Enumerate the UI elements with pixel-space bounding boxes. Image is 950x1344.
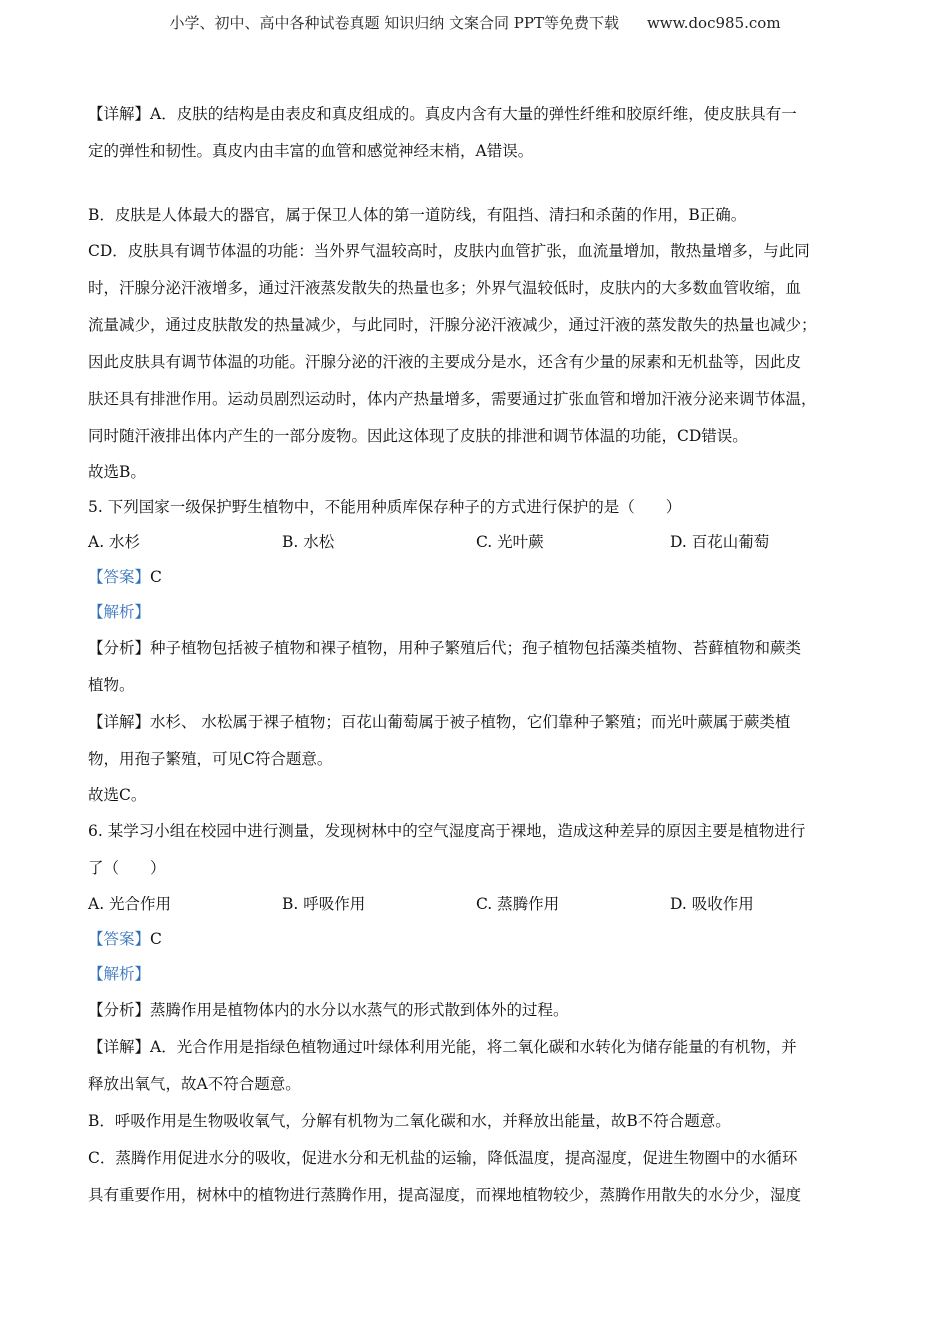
q6-analysis-heading: [88, 957, 864, 992]
q5-option-d: D. 百花山葡萄: [670, 533, 770, 551]
q5-analysis-line1: 【分析】种子植物包括被子植物和裸子植物，用种子繁殖后代；孢子植物包括藻类植物、苔藓植物和蕨类: [88, 639, 802, 657]
q5-option-a: A. 水杉: [88, 533, 141, 551]
q5-conclusion: 故选C。: [88, 786, 147, 804]
q6-analysis: 【分析】蒸腾作用是植物体内的水分以水蒸气的形式散到体外的过程。: [88, 1001, 569, 1019]
q5-detail-line2: 物，用孢子繁殖，可见C符合题意。: [88, 750, 333, 768]
q6-question-line2: 了（ ）: [88, 859, 166, 877]
q4-detail-cd-line: 同时随汗液排出体内产生的一部分废物。因此这体现了皮肤的排泄和调节体温的功能，CD错误。: [88, 427, 748, 445]
q6-detail-a-line2: 释放出氧气，故A不符合题意。: [88, 1075, 301, 1093]
q4-detail-cd-line: 时，汗腺分泌汗液增多，通过汗液蒸发散失的热量也多；外界气温较低时，皮肤内的大多数血管收缩，血: [88, 279, 802, 297]
q4-detail-b: B．皮肤是人体最大的器官，属于保卫人体的第一道防线，有阻挡、清扫和杀菌的作用，B正确。: [88, 206, 747, 224]
q6-detail-c-line1: C．蒸腾作用促进水分的吸收，促进水分和无机盐的运输，降低温度，提高湿度，促进生物圈中的水循环: [88, 1149, 798, 1167]
document-body: [88, 96, 864, 1214]
answer-tag: 【答案】: [88, 568, 151, 586]
q6-option-c: C. 蒸腾作用: [476, 895, 560, 913]
q6-detail-b: B．呼吸作用是生物吸收氧气，分解有机物为二氧化碳和水，并释放出能量，故B不符合题意。: [88, 1112, 731, 1130]
q4-detail-a-line2: 定的弹性和韧性。真皮内由丰富的血管和感觉神经末梢，A错误。: [88, 142, 534, 160]
q6-option-d: D. 吸收作用: [670, 895, 754, 913]
q5-detail-line1: 【详解】水杉、 水松属于裸子植物；百花山葡萄属于被子植物，它们靠种子繁殖；而光叶蕨属于蕨类植: [88, 713, 791, 731]
q5-option-b: B. 水松: [282, 533, 335, 551]
q4-detail-cd-line: 流量减少，通过皮肤散发的热量减少，与此同时，汗腺分泌汗液减少，通过汗液的蒸发散失的热量也减少；: [88, 316, 817, 334]
header-text: 小学、初中、高中各种试卷真题 知识归纳 文案合同 PPT等免费下载: [169, 14, 619, 32]
q5-analysis-line2: 植物。: [88, 676, 135, 694]
header-site-link[interactable]: www.doc985.com: [646, 14, 781, 32]
q6-question-line1: 6. 某学习小组在校园中进行测量，发现树林中的空气湿度高于裸地，造成这种差异的原因主要是植物进行: [88, 822, 806, 840]
q4-conclusion: 故选B。: [88, 463, 146, 481]
q6-answer: [88, 922, 864, 957]
q4-detail-cd-line: 肤还具有排泄作用。运动员剧烈运动时，体内产热量增多，需要通过扩张血管和增加汗液分泌来调节体温，: [88, 390, 817, 408]
q6-option-a: A. 光合作用: [88, 895, 172, 913]
q5-analysis-heading: [88, 595, 864, 630]
answer-value: C: [150, 930, 162, 948]
page-header: [0, 12, 950, 33]
q4-detail-a-line1: 【详解】A．皮肤的结构是由表皮和真皮组成的。真皮内含有大量的弹性纤维和胶原纤维，使皮肤具有一: [88, 105, 797, 123]
q6-detail-a-line1: 【详解】A．光合作用是指绿色植物通过叶绿体利用光能，将二氧化碳和水转化为储存能量的有机物，并: [88, 1038, 797, 1056]
answer-value: C: [150, 568, 162, 586]
answer-tag: 【答案】: [88, 930, 151, 948]
q6-option-b: B. 呼吸作用: [282, 895, 366, 913]
q4-detail-cd-line: 因此皮肤具有调节体温的功能。汗腺分泌的汗液的主要成分是水，还含有少量的尿素和无机盐等，因此皮: [88, 353, 802, 371]
q5-question: 5. 下列国家一级保护野生植物中，不能用种质库保存种子的方式进行保护的是（ ）: [88, 498, 682, 516]
analysis-tag: 【解析】: [88, 603, 151, 621]
q5-option-c: C. 光叶蕨: [476, 533, 544, 551]
q6-options: [88, 887, 864, 922]
q5-options: [88, 525, 864, 560]
q5-answer: [88, 560, 864, 595]
analysis-tag: 【解析】: [88, 965, 151, 983]
q6-detail-c-line2: 具有重要作用，树林中的植物进行蒸腾作用，提高湿度，而裸地植物较少，蒸腾作用散失的水分少，湿度: [88, 1186, 802, 1204]
q4-detail-cd-line: CD．皮肤具有调节体温的功能：当外界气温较高时，皮肤内血管扩张，血流量增加，散热量增多，与此同: [88, 242, 810, 260]
